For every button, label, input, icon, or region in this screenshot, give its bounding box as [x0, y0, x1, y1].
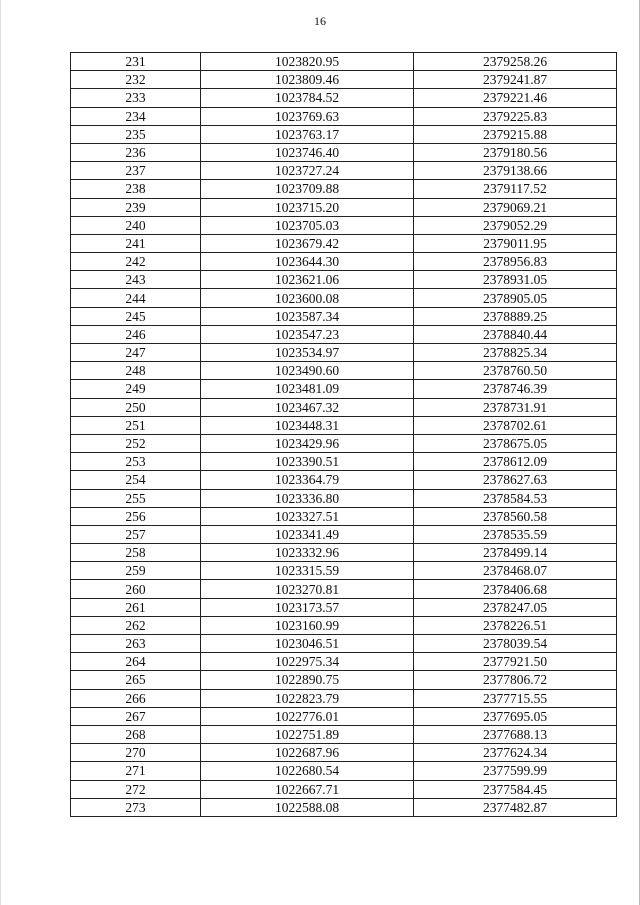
point-number-cell: 252 [71, 434, 201, 452]
table-row [71, 271, 617, 289]
y-coordinate-cell: 2377715.55 [414, 689, 617, 707]
x-coordinate-cell: 1023364.79 [201, 471, 414, 489]
table-row [71, 53, 617, 71]
x-coordinate-cell: 1023336.80 [201, 489, 414, 507]
x-coordinate-cell: 1023587.34 [201, 307, 414, 325]
point-number-cell: 231 [71, 53, 201, 71]
y-coordinate-cell: 2378535.59 [414, 525, 617, 543]
page-edge-left [0, 0, 1, 905]
x-coordinate-cell: 1022823.79 [201, 689, 414, 707]
point-number-cell: 272 [71, 780, 201, 798]
table-row [71, 744, 617, 762]
point-number-cell: 260 [71, 580, 201, 598]
table-row [71, 780, 617, 798]
point-number-cell: 257 [71, 525, 201, 543]
x-coordinate-cell: 1023784.52 [201, 89, 414, 107]
y-coordinate-cell: 2379258.26 [414, 53, 617, 71]
table-row [71, 398, 617, 416]
table-row [71, 489, 617, 507]
point-number-cell: 266 [71, 689, 201, 707]
y-coordinate-cell: 2377584.45 [414, 780, 617, 798]
y-coordinate-cell: 2379138.66 [414, 162, 617, 180]
x-coordinate-cell: 1023046.51 [201, 635, 414, 653]
y-coordinate-cell: 2379180.56 [414, 143, 617, 161]
table-row [71, 434, 617, 452]
point-number-cell: 261 [71, 598, 201, 616]
point-number-cell: 236 [71, 143, 201, 161]
x-coordinate-cell: 1023709.88 [201, 180, 414, 198]
y-coordinate-cell: 2378905.05 [414, 289, 617, 307]
coordinates-table-body [71, 53, 617, 817]
table-row [71, 198, 617, 216]
x-coordinate-cell: 1023341.49 [201, 525, 414, 543]
point-number-cell: 256 [71, 507, 201, 525]
x-coordinate-cell: 1023820.95 [201, 53, 414, 71]
x-coordinate-cell: 1023705.03 [201, 216, 414, 234]
y-coordinate-cell: 2379052.29 [414, 216, 617, 234]
x-coordinate-cell: 1022975.34 [201, 653, 414, 671]
y-coordinate-cell: 2379069.21 [414, 198, 617, 216]
point-number-cell: 233 [71, 89, 201, 107]
y-coordinate-cell: 2378675.05 [414, 434, 617, 452]
point-number-cell: 240 [71, 216, 201, 234]
x-coordinate-cell: 1023332.96 [201, 544, 414, 562]
x-coordinate-cell: 1022890.75 [201, 671, 414, 689]
table-row [71, 125, 617, 143]
y-coordinate-cell: 2379221.46 [414, 89, 617, 107]
y-coordinate-cell: 2378840.44 [414, 325, 617, 343]
x-coordinate-cell: 1022776.01 [201, 707, 414, 725]
table-row [71, 416, 617, 434]
point-number-cell: 262 [71, 616, 201, 634]
x-coordinate-cell: 1023327.51 [201, 507, 414, 525]
x-coordinate-cell: 1023534.97 [201, 344, 414, 362]
y-coordinate-cell: 2379225.83 [414, 107, 617, 125]
point-number-cell: 263 [71, 635, 201, 653]
y-coordinate-cell: 2378931.05 [414, 271, 617, 289]
table-row [71, 798, 617, 816]
point-number-cell: 235 [71, 125, 201, 143]
x-coordinate-cell: 1023160.99 [201, 616, 414, 634]
x-coordinate-cell: 1023763.17 [201, 125, 414, 143]
table-row [71, 71, 617, 89]
table-row [71, 307, 617, 325]
x-coordinate-cell: 1023727.24 [201, 162, 414, 180]
y-coordinate-cell: 2378746.39 [414, 380, 617, 398]
table-row [71, 562, 617, 580]
point-number-cell: 239 [71, 198, 201, 216]
table-row [71, 525, 617, 543]
x-coordinate-cell: 1022680.54 [201, 762, 414, 780]
table-row [71, 162, 617, 180]
point-number-cell: 247 [71, 344, 201, 362]
table-row [71, 653, 617, 671]
point-number-cell: 273 [71, 798, 201, 816]
y-coordinate-cell: 2378468.07 [414, 562, 617, 580]
y-coordinate-cell: 2377599.99 [414, 762, 617, 780]
table-row [71, 89, 617, 107]
point-number-cell: 242 [71, 253, 201, 271]
y-coordinate-cell: 2378499.14 [414, 544, 617, 562]
y-coordinate-cell: 2378247.05 [414, 598, 617, 616]
table-row [71, 616, 617, 634]
point-number-cell: 232 [71, 71, 201, 89]
table-row [71, 671, 617, 689]
x-coordinate-cell: 1023481.09 [201, 380, 414, 398]
y-coordinate-cell: 2378226.51 [414, 616, 617, 634]
table-row [71, 216, 617, 234]
y-coordinate-cell: 2379241.87 [414, 71, 617, 89]
point-number-cell: 241 [71, 234, 201, 252]
y-coordinate-cell: 2378612.09 [414, 453, 617, 471]
point-number-cell: 265 [71, 671, 201, 689]
point-number-cell: 248 [71, 362, 201, 380]
y-coordinate-cell: 2379011.95 [414, 234, 617, 252]
y-coordinate-cell: 2378889.25 [414, 307, 617, 325]
x-coordinate-cell: 1023173.57 [201, 598, 414, 616]
point-number-cell: 234 [71, 107, 201, 125]
table-row [71, 344, 617, 362]
x-coordinate-cell: 1023490.60 [201, 362, 414, 380]
x-coordinate-cell: 1022751.89 [201, 725, 414, 743]
x-coordinate-cell: 1023270.81 [201, 580, 414, 598]
table-row [71, 544, 617, 562]
table-row [71, 289, 617, 307]
table-row [71, 453, 617, 471]
x-coordinate-cell: 1022687.96 [201, 744, 414, 762]
y-coordinate-cell: 2377921.50 [414, 653, 617, 671]
y-coordinate-cell: 2378039.54 [414, 635, 617, 653]
table-row [71, 725, 617, 743]
x-coordinate-cell: 1023448.31 [201, 416, 414, 434]
y-coordinate-cell: 2378702.61 [414, 416, 617, 434]
y-coordinate-cell: 2378731.91 [414, 398, 617, 416]
x-coordinate-cell: 1022588.08 [201, 798, 414, 816]
table-row [71, 325, 617, 343]
point-number-cell: 243 [71, 271, 201, 289]
point-number-cell: 249 [71, 380, 201, 398]
y-coordinate-cell: 2379117.52 [414, 180, 617, 198]
point-number-cell: 268 [71, 725, 201, 743]
table-row [71, 762, 617, 780]
point-number-cell: 267 [71, 707, 201, 725]
point-number-cell: 244 [71, 289, 201, 307]
point-number-cell: 254 [71, 471, 201, 489]
y-coordinate-cell: 2378406.68 [414, 580, 617, 598]
y-coordinate-cell: 2377695.05 [414, 707, 617, 725]
table-row [71, 253, 617, 271]
point-number-cell: 258 [71, 544, 201, 562]
x-coordinate-cell: 1023390.51 [201, 453, 414, 471]
y-coordinate-cell: 2378825.34 [414, 344, 617, 362]
table-row [71, 635, 617, 653]
table-row [71, 471, 617, 489]
table-row [71, 598, 617, 616]
table-row [71, 580, 617, 598]
table-row [71, 180, 617, 198]
point-number-cell: 237 [71, 162, 201, 180]
point-number-cell: 264 [71, 653, 201, 671]
x-coordinate-cell: 1023467.32 [201, 398, 414, 416]
point-number-cell: 271 [71, 762, 201, 780]
point-number-cell: 253 [71, 453, 201, 471]
page-number: 16 [314, 14, 326, 28]
y-coordinate-cell: 2378584.53 [414, 489, 617, 507]
coordinates-table [70, 52, 617, 817]
x-coordinate-cell: 1023547.23 [201, 325, 414, 343]
table-row [71, 234, 617, 252]
y-coordinate-cell: 2378956.83 [414, 253, 617, 271]
y-coordinate-cell: 2378560.58 [414, 507, 617, 525]
y-coordinate-cell: 2377688.13 [414, 725, 617, 743]
x-coordinate-cell: 1023600.08 [201, 289, 414, 307]
point-number-cell: 238 [71, 180, 201, 198]
point-number-cell: 245 [71, 307, 201, 325]
table-row [71, 380, 617, 398]
y-coordinate-cell: 2377482.87 [414, 798, 617, 816]
y-coordinate-cell: 2378760.50 [414, 362, 617, 380]
point-number-cell: 255 [71, 489, 201, 507]
x-coordinate-cell: 1023644.30 [201, 253, 414, 271]
x-coordinate-cell: 1023715.20 [201, 198, 414, 216]
table-row [71, 689, 617, 707]
point-number-cell: 246 [71, 325, 201, 343]
y-coordinate-cell: 2378627.63 [414, 471, 617, 489]
table-row [71, 107, 617, 125]
x-coordinate-cell: 1022667.71 [201, 780, 414, 798]
table-row [71, 507, 617, 525]
table-row [71, 143, 617, 161]
x-coordinate-cell: 1023769.63 [201, 107, 414, 125]
point-number-cell: 259 [71, 562, 201, 580]
x-coordinate-cell: 1023679.42 [201, 234, 414, 252]
point-number-cell: 270 [71, 744, 201, 762]
table-row [71, 707, 617, 725]
y-coordinate-cell: 2377624.34 [414, 744, 617, 762]
x-coordinate-cell: 1023621.06 [201, 271, 414, 289]
point-number-cell: 250 [71, 398, 201, 416]
x-coordinate-cell: 1023315.59 [201, 562, 414, 580]
x-coordinate-cell: 1023809.46 [201, 71, 414, 89]
point-number-cell: 251 [71, 416, 201, 434]
y-coordinate-cell: 2379215.88 [414, 125, 617, 143]
x-coordinate-cell: 1023429.96 [201, 434, 414, 452]
x-coordinate-cell: 1023746.40 [201, 143, 414, 161]
table-row [71, 362, 617, 380]
y-coordinate-cell: 2377806.72 [414, 671, 617, 689]
